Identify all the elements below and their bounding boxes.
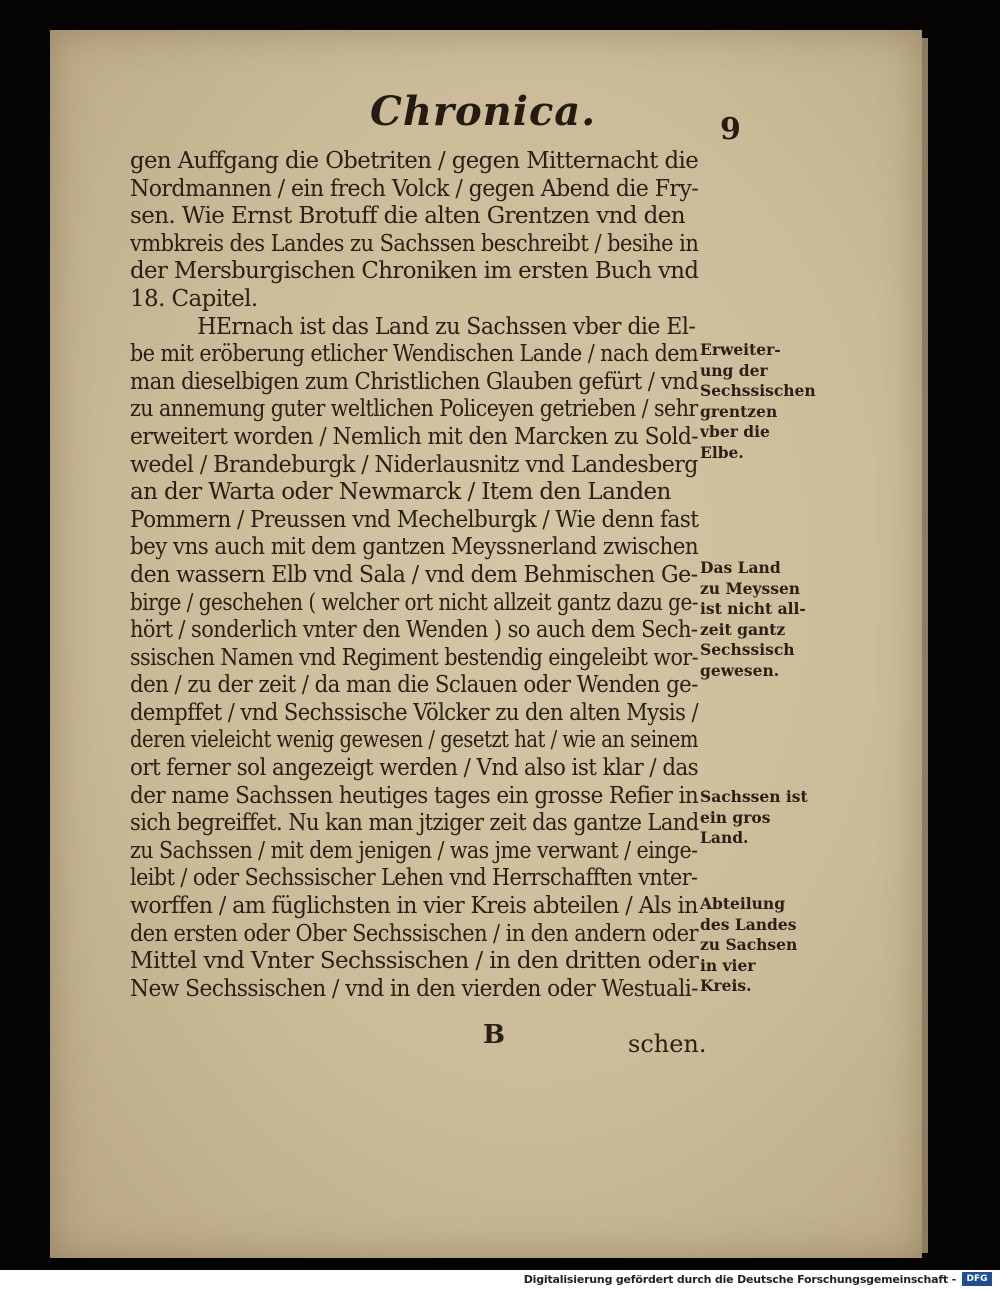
text-line: HErnach ist das Land zu Sachssen vber die El- xyxy=(197,313,696,340)
margin-note-erweiterung xyxy=(700,340,820,463)
text-line: Mittel vnd Vnter Sechssischen / in den dritten oder xyxy=(130,948,699,975)
margin-note-line: des Landes xyxy=(700,914,797,934)
margin-note-line: Sechssischen xyxy=(700,381,816,400)
text-line: den wassern Elb vnd Sala / vnd dem Behmischen Ge- xyxy=(130,561,698,588)
margin-note-line: vber die xyxy=(700,422,770,441)
running-head: Chronica. xyxy=(370,88,597,135)
margin-note-abteilung xyxy=(700,894,820,997)
text-line: 18. Capitel. xyxy=(130,285,258,312)
text-line: leibt / oder Sechssischer Lehen vnd Herrschafften vnter- xyxy=(130,865,698,892)
margin-note-line: ein gros xyxy=(700,807,771,827)
text-line: der name Sachssen heutiges tages ein grosse Refier in xyxy=(130,782,699,809)
text-line: wedel / Brandeburgk / Niderlausnitz vnd Landesberg xyxy=(130,451,698,478)
margin-note-line: zu Meyssen xyxy=(700,578,801,598)
footer-bar xyxy=(0,1270,1000,1290)
text-line: gen Auffgang die Obetriten / gegen Mitternacht die xyxy=(130,148,699,174)
text-line: erweitert worden / Nemlich mit den Marcken zu Sold- xyxy=(130,423,699,450)
text-line: sich begreiffet. Nu kan man jtziger zeit das gantze Land xyxy=(130,810,699,837)
text-line: worffen / am füglichsten in vier Kreis abteilen / Als in xyxy=(130,893,698,920)
text-line: ort ferner sol angezeigt werden / Vnd also ist klar / das xyxy=(130,755,699,782)
margin-note-line: gewesen. xyxy=(700,660,780,680)
text-line: birge / geschehen ( welcher ort nicht allzeit gantz dazu ge- xyxy=(130,589,699,616)
text-line: dempffet / vnd Sechssische Völcker zu den alten Mysis / xyxy=(130,699,699,726)
margin-note-line: ist nicht all- xyxy=(700,599,806,618)
footer-credit: Digitalisierung gefördert durch die Deutsche Forschungsgemeinschaft - xyxy=(523,1273,956,1286)
page-edge xyxy=(922,38,928,1253)
margin-note-line: Sachssen ist xyxy=(700,787,808,806)
text-line: Pommern / Preussen vnd Mechelburgk / Wie denn fast xyxy=(130,506,699,533)
text-line: den / zu der zeit / da man die Sclauen oder Wenden ge- xyxy=(130,672,698,699)
margin-note-line: zu Sachsen xyxy=(700,935,798,954)
margin-note-line: grentzen xyxy=(700,401,778,421)
text-line: der Mersburgischen Chroniken im ersten Buch vnd xyxy=(130,258,699,285)
margin-note-line: Sechssisch xyxy=(700,640,795,659)
page-number: 9 xyxy=(720,112,741,147)
text-line: den ersten oder Ober Sechssischen / in den andern oder xyxy=(130,920,698,947)
margin-note-line: Abteilung xyxy=(700,894,786,913)
margin-note-line: Kreis. xyxy=(700,976,752,995)
margin-note-line: zeit gantz xyxy=(700,619,786,639)
text-line: man dieselbigen zum Christlichen Glauben gefürt / vnd xyxy=(130,368,699,395)
margin-note-line: ung der xyxy=(700,360,768,380)
text-line: zu annemung guter weltlichen Policeyen getrieben / sehr xyxy=(130,396,698,423)
text-line: ssischen Namen vnd Regiment bestendig eingeleibt wor- xyxy=(130,644,699,671)
text-line: New Sechssischen / vnd in den vierden oder Westuali- xyxy=(130,975,698,1002)
margin-note-line: Erweiter- xyxy=(700,340,781,359)
text-line: bey vns auch mit dem gantzen Meyssnerland zwischen xyxy=(130,534,699,561)
text-line: be mit eröberung etlicher Wendischen Lande / nach dem xyxy=(130,341,699,368)
margin-note-meyssen xyxy=(700,558,820,681)
text-line: sen. Wie Ernst Brotuff die alten Grentzen vnd den xyxy=(130,203,685,230)
margin-note-line: Land. xyxy=(700,828,749,847)
text-line: hört / sonderlich vnter den Wenden ) so auch dem Sech- xyxy=(130,617,698,644)
text-line: vmbkreis des Landes zu Sachssen beschreibt / besihe in xyxy=(130,230,699,257)
margin-note-sachssen xyxy=(700,787,820,849)
text-line: zu Sachssen / mit dem jenigen / was jme verwant / einge- xyxy=(130,837,698,864)
margin-note-line: Das Land xyxy=(700,558,781,577)
body-text xyxy=(130,148,698,1003)
margin-note-line: Elbe. xyxy=(700,442,744,462)
dfg-logo[interactable]: DFG xyxy=(962,1272,992,1286)
margin-note-line: in vier xyxy=(700,955,756,975)
text-line: deren vieleicht wenig gewesen / gesetzt hat / wie an seinem xyxy=(130,727,698,754)
text-line: Nordmannen / ein frech Volck / gegen Abend die Fry- xyxy=(130,175,699,202)
signature-mark: B xyxy=(483,1020,505,1050)
text-line: an der Warta oder Newmarck / Item den Landen xyxy=(130,479,671,506)
catchword: schen. xyxy=(628,1030,707,1058)
